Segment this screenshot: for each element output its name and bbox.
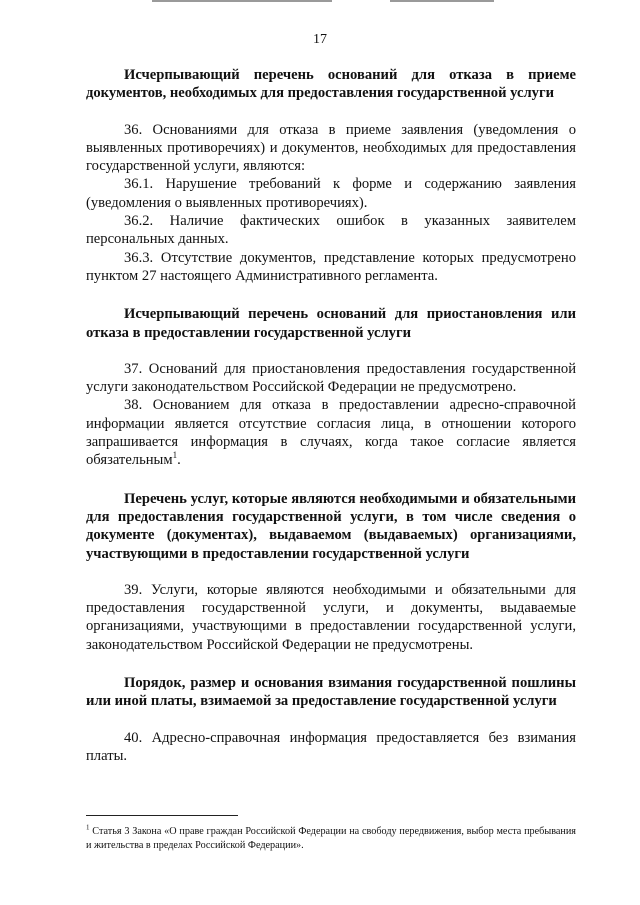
- scan-artifact-line: [390, 0, 494, 2]
- paragraph-38-period: .: [177, 452, 181, 469]
- paragraph-39: 39. Услуги, которые являются необходимыми и обязательными для предоставления государственной услуги, и документы, выдаваемые организациями, участвующими в предоставлении государственной услуги, законодательством Российской Федерации не предусмотрены.: [86, 581, 576, 653]
- paragraph-36-1: 36.1. Нарушение требований к форме и содержанию заявления (уведомления о выявленных противоречиях).: [86, 176, 576, 211]
- section-heading-required-services: Перечень услуг, которые являются необходимыми и обязательными для предоставления государственной услуги, в том числе сведения о документе (документах), выдаваемом (выдаваемых) организациями, участвующими в предоставлении государственной услуги: [86, 490, 576, 562]
- page-number: 17: [313, 32, 327, 47]
- paragraph-40: 40. Адресно-справочная информация предоставляется без взимания платы.: [86, 729, 576, 764]
- footnote: [86, 825, 576, 853]
- section-heading-refusal-acceptance: Исчерпывающий перечень оснований для отказа в приеме документов, необходимых для предоставления государственной услуги: [86, 67, 576, 102]
- paragraph-38: [86, 396, 576, 469]
- paragraph-36-3: 36.3. Отсутствие документов, представление которых предусмотрено пунктом 27 настоящего Административного регламента.: [86, 249, 576, 284]
- footnote-text: Статья 3 Закона «О праве граждан Российской Федерации на свободу передвижения, выбор места пребывания и жительства в пределах Российской Федерации».: [86, 826, 576, 851]
- section-heading-fees: Порядок, размер и основания взимания государственной пошлины или иной платы, взимаемой за предоставление государственной услуги: [86, 675, 576, 710]
- footnote-reference: 1: [172, 450, 178, 461]
- footnote-separator: [86, 815, 238, 816]
- footnote-marker: 1: [86, 823, 90, 832]
- document-body: [86, 66, 576, 765]
- paragraph-37: 37. Оснований для приостановления предоставления государственной услуги законодательством Российской Федерации не предусмотрено.: [86, 360, 576, 396]
- scan-artifact-line: [152, 0, 332, 2]
- paragraph-36: 36. Основаниями для отказа в приеме заявления (уведомления о выявленных противоречиях) и документов, необходимых для предоставления государственной услуги, являются:: [86, 121, 576, 175]
- paragraph-36-2: 36.2. Наличие фактических ошибок в указанных заявителем персональных данных.: [86, 213, 576, 248]
- section-heading-suspension-refusal: Исчерпывающий перечень оснований для приостановления или отказа в предоставлении государственной услуги: [86, 306, 576, 341]
- paragraph-38-text: 38. Основанием для отказа в предоставлении адресно-справочной информации является отсутствие согласия лица, в отношении которого запрашивается информация в случаях, когда такое согласие является обязательным: [86, 397, 576, 469]
